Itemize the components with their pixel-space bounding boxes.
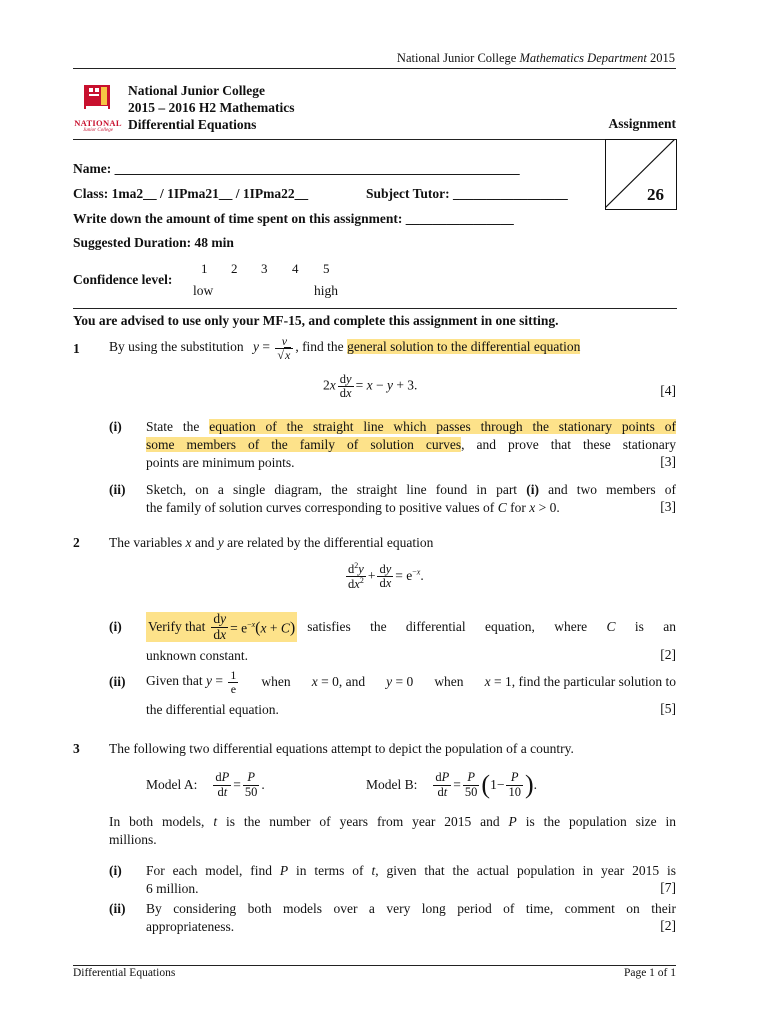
q2-part2-label: (ii) <box>109 674 126 689</box>
q1-part2-label: (ii) <box>109 482 126 497</box>
header-year: 2015 <box>646 51 675 65</box>
q2-part2-marks: [5] <box>660 701 676 716</box>
topic-name: Differential Equations <box>128 117 257 132</box>
q2-p2-e: , find the particular solution to <box>511 674 676 689</box>
q2-p1-b: is an <box>634 619 677 634</box>
q3-intro: The following two differential equations attempt to depict the population of a country. <box>109 741 574 756</box>
q3-part2-marks: [2] <box>660 918 676 933</box>
q3-part2-text <box>146 900 676 936</box>
q3-paragraph <box>109 813 676 849</box>
q2-p2-c: , and <box>338 674 366 689</box>
q2-intro-y: y <box>217 535 224 550</box>
q1-marks: [4] <box>660 383 676 398</box>
q1-part1-text <box>146 418 676 472</box>
confidence-4[interactable]: 4 <box>292 261 299 276</box>
time-field[interactable]: Write down the amount of time spent on this assignment: ________________ <box>73 211 514 226</box>
tutor-field[interactable]: Subject Tutor: _________________ <box>366 186 568 201</box>
q2-intro-c: are related by the differential equation <box>227 535 434 550</box>
q2-p2-a: Given that <box>146 673 203 689</box>
q1-number: 1 <box>73 341 80 356</box>
q1-intro-a: By using the substitution <box>109 339 244 355</box>
q3-para-b: is the number of years from year 2015 and <box>226 814 500 829</box>
q1-intro: By using the substitution y = $\frac{v}{√x}$ , find the general solution to the differential equation <box>109 334 581 362</box>
q2-p2-d: when <box>434 674 464 689</box>
q1-intro-b: , find the <box>295 339 344 355</box>
q1-p1-b: , and prove that these stationary <box>461 437 676 452</box>
name-field[interactable]: Name: ____________________________________________________________ <box>73 161 520 176</box>
confidence-1[interactable]: 1 <box>201 261 208 276</box>
q1-p1-a: State the <box>146 419 200 434</box>
q2-equation: $\frac{d^2y}{dx^2}$ + $\frac{dy}{dx}$ = $e^{-x}$. <box>348 561 424 592</box>
q2-intro-x: x <box>185 535 192 550</box>
q2-p1-a: satisfies the differential equation, where <box>307 619 588 634</box>
score-diagonal <box>605 139 677 210</box>
q1-p2-b: (i) <box>526 482 539 497</box>
confidence-2[interactable]: 2 <box>231 261 238 276</box>
logo-text: NATIONAL <box>74 118 122 128</box>
q2-intro-a: The variables <box>109 535 183 550</box>
score-box <box>605 139 677 210</box>
q3-p1-t: t <box>371 863 376 878</box>
q1-highlight: general solution to the differential equation <box>347 339 581 355</box>
q2-part1-marks: [2] <box>660 647 676 662</box>
q3-p1-d: 6 million. <box>146 881 199 896</box>
college-name: National Junior College <box>128 83 266 98</box>
q1-p1-highlight1: equation of the straight line which passes through the stationary points of <box>209 419 676 434</box>
confidence-low: low <box>193 283 214 298</box>
q1-part1-label: (i) <box>109 419 122 434</box>
q3-p1-b: in terms of <box>296 863 364 878</box>
title-rule <box>73 139 605 140</box>
q2-part1-text: Verify that $\frac{dy}{dx}$ = $e^{-x}(x + C)$ satisfies the differential equation, where C is an unknown constant. <box>146 611 677 663</box>
q3-p1-a: For each model, find <box>146 863 273 878</box>
q1-part1-marks: [3] <box>660 454 676 469</box>
q2-number: 2 <box>73 535 80 550</box>
footer-rule <box>73 965 676 966</box>
q1-p1-c: points are minimum points. <box>146 455 295 470</box>
q1-p2-g: x <box>529 500 536 515</box>
q1-part2-text <box>146 481 676 517</box>
footer-right: Page 1 of 1 <box>623 967 676 979</box>
suggested-duration: Suggested Duration: 48 min <box>73 235 234 250</box>
q3-part1-text <box>146 862 676 898</box>
document-type: Assignment <box>608 116 676 131</box>
q2-p1-d: unknown constant. <box>146 648 248 663</box>
q1-p2-f: for <box>510 500 526 515</box>
q2-p2-f: the differential equation. <box>146 702 279 717</box>
q1-p2-a: Sketch, on a single diagram, the straight line found in part <box>146 482 518 497</box>
q2-intro <box>109 535 433 551</box>
q3-p2-b: appropriateness. <box>146 919 235 934</box>
header-italic: Mathematics Department <box>519 51 647 65</box>
q2-part1-label: (i) <box>109 619 122 634</box>
q2-part2-text: Given that y = $\frac{1}{e}$ when x = 0, and y = 0 when x = 1, find the particular solution to the differential equation. <box>146 667 676 717</box>
q3-part1-label: (i) <box>109 863 122 878</box>
footer-left: Differential Equations <box>73 967 176 979</box>
q1-p2-h: > 0. <box>538 500 560 515</box>
q3-part2-label: (ii) <box>109 901 126 916</box>
q3-para-d: millions. <box>109 832 157 847</box>
q2-p2-b: when <box>261 674 291 689</box>
header-rule <box>73 68 676 69</box>
confidence-label: Confidence level: <box>73 272 173 287</box>
course-name: 2015 – 2016 H2 Mathematics <box>128 100 295 115</box>
q1-p2-d: the family of solution curves corresponding to positive values of <box>146 500 495 515</box>
q3-p2-a: By considering both models over a very long period of time, comment on their <box>146 901 676 916</box>
logo-emblem-icon <box>72 84 124 112</box>
q2-intro-b: and <box>194 535 215 550</box>
q2-p1-highlight: Verify that <box>148 619 206 634</box>
q3-p1-c: , given that the actual population in year 2015 is <box>375 863 677 878</box>
q1-equation: 2x $\frac{dy}{dx}$ = x − y + 3. <box>323 372 418 401</box>
q2-p1-c: C <box>606 619 616 634</box>
q3-model-b: Model B: $\frac{dP}{dt}$ = $\frac{P}{50}$ ( 1− $\frac{P}{10}$ ) . <box>366 770 537 799</box>
q3-p1-p: P <box>279 863 289 878</box>
advice-text: You are advised to use only your MF-15, and complete this assignment in one sitting. <box>73 313 559 328</box>
logo-subtext: Junior College <box>83 128 113 133</box>
q3-part1-marks: [7] <box>660 880 676 895</box>
confidence-5[interactable]: 5 <box>323 261 330 276</box>
score-total: 26 <box>647 185 664 204</box>
q1-p1-highlight2: some members of the family of solution curves <box>146 437 462 452</box>
q3-model-a: Model A: $\frac{dP}{dt}$ = $\frac{P}{50}$ . <box>146 770 265 799</box>
q3-para-a: In both models, <box>109 814 205 829</box>
q1-p2-c: and two members of <box>548 482 676 497</box>
q1-p2-e: C <box>497 500 507 515</box>
q3-model-b-label: Model B: <box>366 777 418 792</box>
confidence-high: high <box>314 283 339 298</box>
header-text: National Junior College <box>396 51 520 65</box>
q1-part2-marks: [3] <box>660 499 676 514</box>
q3-para-c: is the population size in <box>525 814 677 829</box>
q3-para-p: P <box>508 814 517 829</box>
class-field[interactable]: Class: 1ma2__ / 1IPma21__ / 1IPma22__ <box>73 186 309 201</box>
q3-model-a-label: Model A: <box>146 777 198 792</box>
confidence-3[interactable]: 3 <box>261 261 268 276</box>
title-block <box>128 82 294 133</box>
fields-rule <box>73 308 677 309</box>
q3-para-t: t <box>213 814 218 829</box>
q3-number: 3 <box>73 741 80 756</box>
college-logo <box>72 84 124 134</box>
running-header <box>397 51 675 66</box>
